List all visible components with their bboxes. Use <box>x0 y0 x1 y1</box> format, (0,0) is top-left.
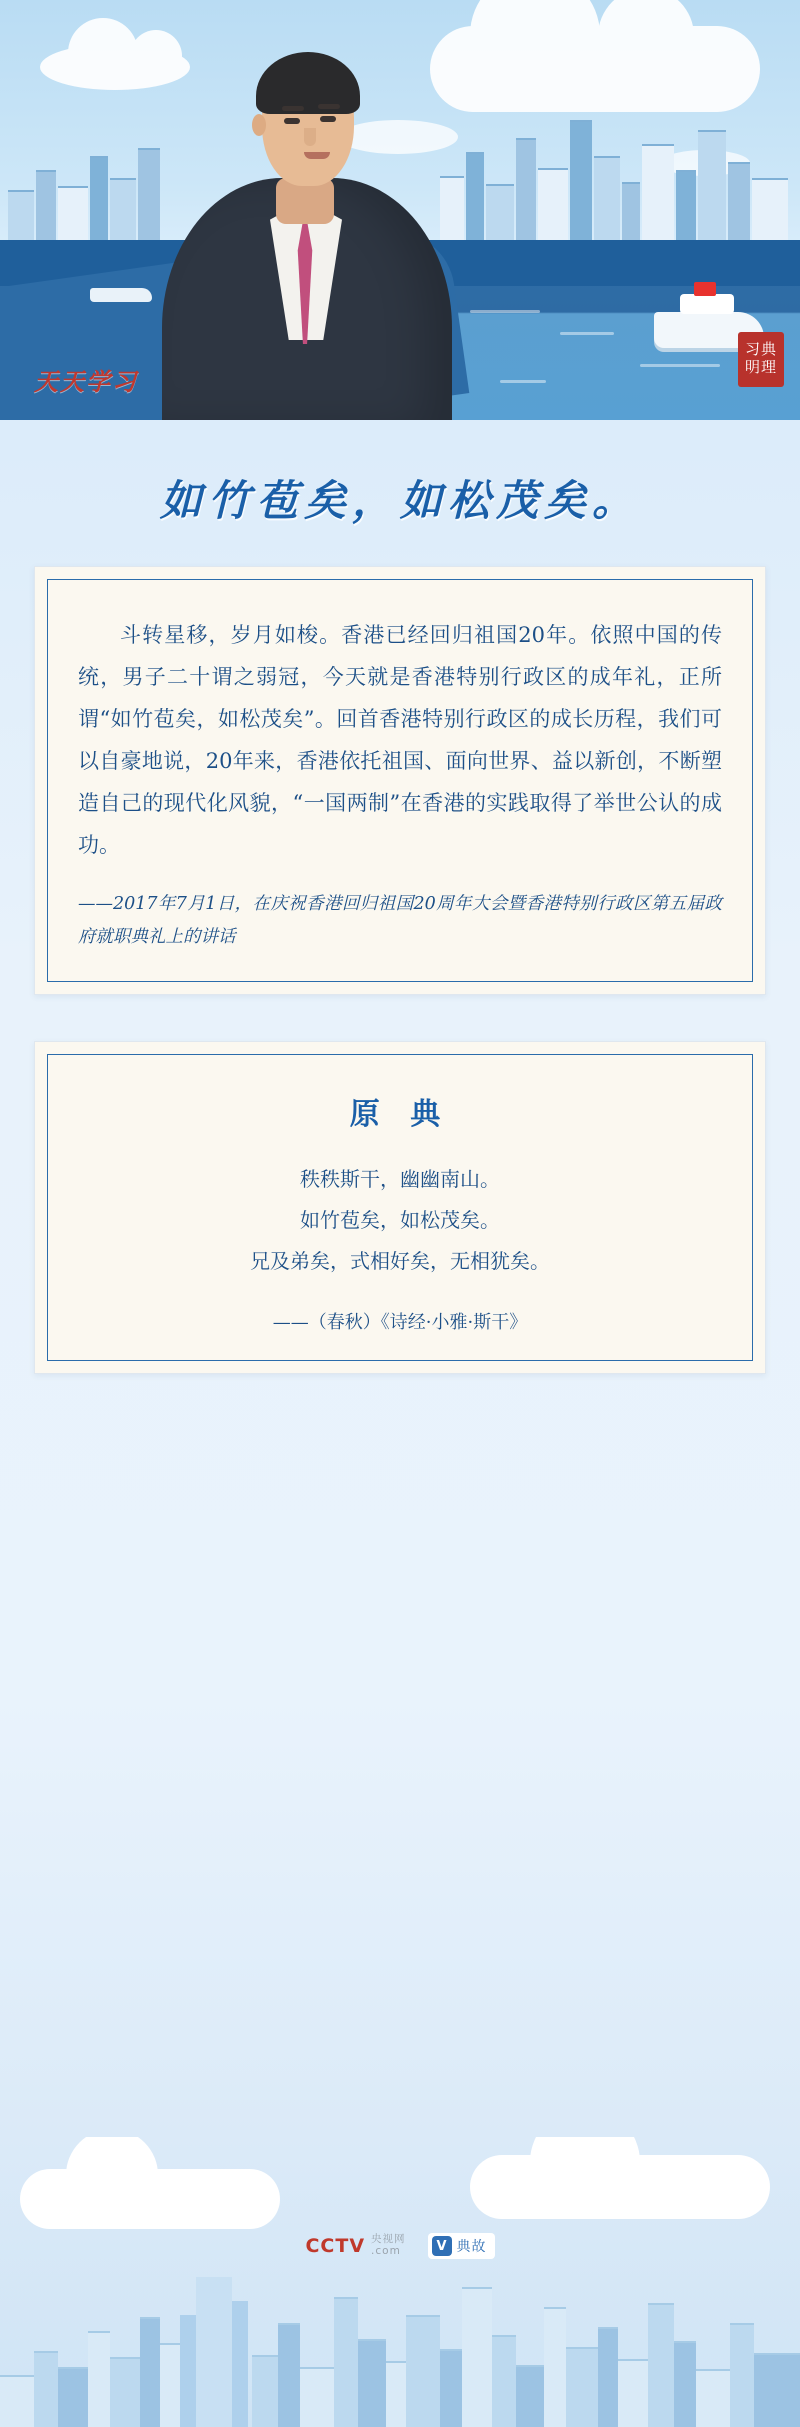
footer-skyline-illustration <box>0 2267 800 2427</box>
quote-source: ——2017年7月1日，在庆祝香港回归祖国20周年大会暨香港特别行政区第五届政府就职典礼上的讲话 <box>78 894 722 948</box>
origin-line: 如竹苞矣，如松茂矣。 <box>300 1207 500 1232</box>
footer-logos <box>0 2233 800 2259</box>
origin-line: 秩秩斯干，幽幽南山。 <box>300 1166 500 1191</box>
quote-card <box>34 566 766 995</box>
cloud-decoration <box>20 2169 280 2229</box>
v-mark-icon: V <box>432 2236 452 2256</box>
vdiangu-label: 典故 <box>456 2239 487 2255</box>
origin-title: 原 典 <box>349 1096 451 1132</box>
origin-attribution: ——（春秋）《诗经·小雅·斯干》 <box>272 1311 528 1333</box>
cctv-logo[interactable] <box>305 2234 405 2257</box>
quote-text: 斗转星移，岁月如梭。香港已经回归祖国20年。依照中国的传统，男子二十谓之弱冠，今天就是香港特别行政区的成年礼，正所谓“如竹苞矣，如松茂矣”。回首香港特别行政区的成长历程，我们可以自豪地说，20年来，香港依托祖国、面向世界、益以新创，不断塑造自己的现代化风貌，“一国两制”在香港的实践取得了举世公认的成功。 <box>78 623 722 857</box>
series-badge: 习典明理 <box>738 332 784 387</box>
brand-mark: 天天学习 <box>34 367 138 396</box>
cctv-logo-sub-top: 央视网 <box>371 2233 406 2246</box>
vdiangu-logo[interactable] <box>428 2233 495 2259</box>
cctv-logo-sub-bottom: .com <box>371 2245 401 2257</box>
page-title: 如竹苞矣，如松茂矣。 <box>159 476 640 525</box>
origin-card <box>34 1041 766 1374</box>
origin-line: 兄及弟矣，式相好矣，无相犹矣。 <box>250 1248 550 1273</box>
cloud-decoration <box>470 2155 770 2219</box>
tower-landmark <box>196 2277 232 2427</box>
cctv-wordmark: CCTV <box>305 2235 366 2257</box>
footer <box>0 2137 800 2427</box>
hero-banner <box>0 0 800 420</box>
leader-portrait <box>152 28 452 420</box>
small-boat-icon <box>90 288 152 302</box>
